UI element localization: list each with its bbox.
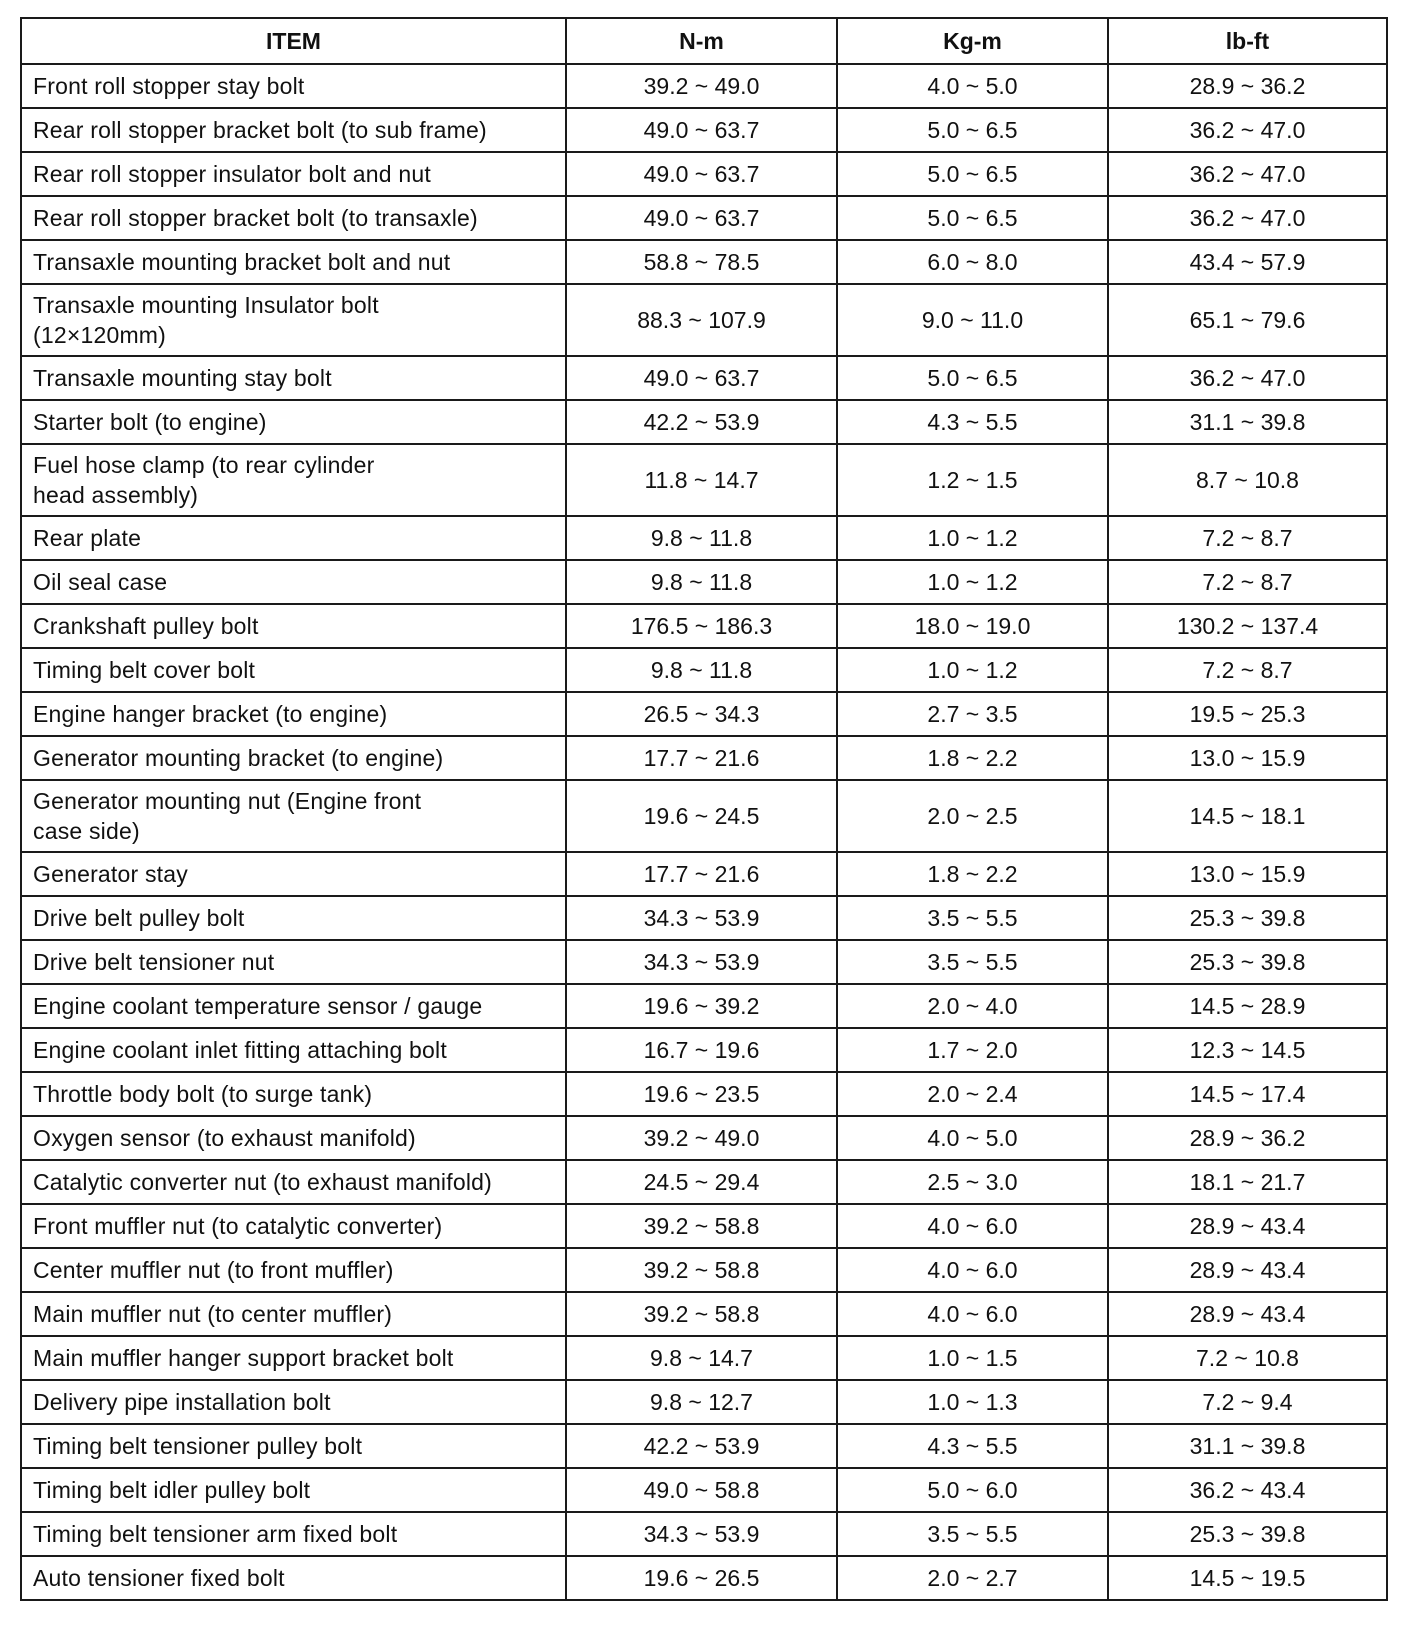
lbft-cell: 36.2 ~ 47.0 xyxy=(1108,196,1387,240)
nm-cell: 49.0 ~ 63.7 xyxy=(566,108,837,152)
table-row xyxy=(21,1248,1387,1292)
item-label: Generator stay xyxy=(33,861,188,887)
table-row xyxy=(21,984,1387,1028)
item-label: Rear roll stopper insulator bolt and nut xyxy=(33,161,431,187)
item-label: Drive belt tensioner nut xyxy=(33,949,275,975)
item-cell xyxy=(21,736,566,780)
item-label: Main muffler nut (to center muffler) xyxy=(33,1301,393,1327)
lbft-cell: 7.2 ~ 9.4 xyxy=(1108,1380,1387,1424)
nm-cell: 9.8 ~ 11.8 xyxy=(566,560,837,604)
item-cell xyxy=(21,1028,566,1072)
nm-cell: 17.7 ~ 21.6 xyxy=(566,736,837,780)
lbft-cell: 7.2 ~ 8.7 xyxy=(1108,516,1387,560)
item-cell xyxy=(21,196,566,240)
item-cell xyxy=(21,780,566,852)
kgm-cell: 3.5 ~ 5.5 xyxy=(837,940,1108,984)
item-label: Crankshaft pulley bolt xyxy=(33,613,259,639)
table-row xyxy=(21,400,1387,444)
item-label: Auto tensioner fixed bolt xyxy=(33,1565,285,1591)
item-label: Generator mounting bracket (to engine) xyxy=(33,745,444,771)
item-cell xyxy=(21,1204,566,1248)
nm-cell: 19.6 ~ 24.5 xyxy=(566,780,837,852)
table-row xyxy=(21,64,1387,108)
lbft-cell: 36.2 ~ 47.0 xyxy=(1108,356,1387,400)
nm-cell: 58.8 ~ 78.5 xyxy=(566,240,837,284)
nm-cell: 49.0 ~ 63.7 xyxy=(566,196,837,240)
kgm-cell: 5.0 ~ 6.5 xyxy=(837,152,1108,196)
kgm-cell: 4.0 ~ 6.0 xyxy=(837,1248,1108,1292)
header-lbft: lb-ft xyxy=(1108,18,1387,64)
lbft-cell: 28.9 ~ 43.4 xyxy=(1108,1248,1387,1292)
kgm-cell: 1.0 ~ 1.5 xyxy=(837,1336,1108,1380)
lbft-cell: 31.1 ~ 39.8 xyxy=(1108,400,1387,444)
table-row xyxy=(21,1424,1387,1468)
lbft-cell: 7.2 ~ 8.7 xyxy=(1108,560,1387,604)
item-label: Catalytic converter nut (to exhaust manifold) xyxy=(33,1169,492,1195)
item-cell xyxy=(21,108,566,152)
lbft-cell: 28.9 ~ 36.2 xyxy=(1108,64,1387,108)
nm-cell: 42.2 ~ 53.9 xyxy=(566,1424,837,1468)
lbft-cell: 28.9 ~ 43.4 xyxy=(1108,1204,1387,1248)
nm-cell: 176.5 ~ 186.3 xyxy=(566,604,837,648)
nm-cell: 39.2 ~ 58.8 xyxy=(566,1292,837,1336)
kgm-cell: 1.8 ~ 2.2 xyxy=(837,852,1108,896)
table-row xyxy=(21,560,1387,604)
nm-cell: 26.5 ~ 34.3 xyxy=(566,692,837,736)
item-label: Fuel hose clamp (to rear cylinder head assembly) xyxy=(33,452,375,508)
item-label: Center muffler nut (to front muffler) xyxy=(33,1257,394,1283)
nm-cell: 39.2 ~ 49.0 xyxy=(566,64,837,108)
lbft-cell: 7.2 ~ 8.7 xyxy=(1108,648,1387,692)
lbft-cell: 13.0 ~ 15.9 xyxy=(1108,736,1387,780)
table-row xyxy=(21,1512,1387,1556)
item-label: Timing belt cover bolt xyxy=(33,657,256,683)
header-kgm: Kg-m xyxy=(837,18,1108,64)
kgm-cell: 1.0 ~ 1.3 xyxy=(837,1380,1108,1424)
table-row xyxy=(21,240,1387,284)
lbft-cell: 36.2 ~ 43.4 xyxy=(1108,1468,1387,1512)
kgm-cell: 2.0 ~ 2.7 xyxy=(837,1556,1108,1600)
kgm-cell: 2.0 ~ 2.5 xyxy=(837,780,1108,852)
table-row xyxy=(21,780,1387,852)
kgm-cell: 5.0 ~ 6.5 xyxy=(837,356,1108,400)
item-cell xyxy=(21,152,566,196)
table-row xyxy=(21,1204,1387,1248)
nm-cell: 11.8 ~ 14.7 xyxy=(566,444,837,516)
header-item: ITEM xyxy=(21,18,566,64)
item-cell xyxy=(21,1336,566,1380)
kgm-cell: 18.0 ~ 19.0 xyxy=(837,604,1108,648)
table-row xyxy=(21,152,1387,196)
nm-cell: 39.2 ~ 58.8 xyxy=(566,1204,837,1248)
item-cell xyxy=(21,1292,566,1336)
table-row xyxy=(21,356,1387,400)
kgm-cell: 9.0 ~ 11.0 xyxy=(837,284,1108,356)
item-cell xyxy=(21,984,566,1028)
item-cell xyxy=(21,1424,566,1468)
item-label: Front muffler nut (to catalytic converter) xyxy=(33,1213,443,1239)
table-row xyxy=(21,1556,1387,1600)
table-row xyxy=(21,896,1387,940)
item-cell xyxy=(21,516,566,560)
item-cell xyxy=(21,64,566,108)
item-label: Starter bolt (to engine) xyxy=(33,409,267,435)
kgm-cell: 1.7 ~ 2.0 xyxy=(837,1028,1108,1072)
lbft-cell: 13.0 ~ 15.9 xyxy=(1108,852,1387,896)
item-cell xyxy=(21,1512,566,1556)
header-nm: N-m xyxy=(566,18,837,64)
item-cell xyxy=(21,648,566,692)
nm-cell: 39.2 ~ 58.8 xyxy=(566,1248,837,1292)
nm-cell: 88.3 ~ 107.9 xyxy=(566,284,837,356)
item-cell xyxy=(21,692,566,736)
item-cell xyxy=(21,240,566,284)
item-cell xyxy=(21,1160,566,1204)
kgm-cell: 1.0 ~ 1.2 xyxy=(837,560,1108,604)
lbft-cell: 25.3 ~ 39.8 xyxy=(1108,1512,1387,1556)
torque-spec-table xyxy=(20,17,1388,1601)
lbft-cell: 130.2 ~ 137.4 xyxy=(1108,604,1387,648)
item-cell xyxy=(21,444,566,516)
item-label: Main muffler hanger support bracket bolt xyxy=(33,1345,454,1371)
kgm-cell: 5.0 ~ 6.0 xyxy=(837,1468,1108,1512)
lbft-cell: 14.5 ~ 17.4 xyxy=(1108,1072,1387,1116)
nm-cell: 49.0 ~ 63.7 xyxy=(566,152,837,196)
nm-cell: 16.7 ~ 19.6 xyxy=(566,1028,837,1072)
item-label: Oxygen sensor (to exhaust manifold) xyxy=(33,1125,416,1151)
lbft-cell: 14.5 ~ 28.9 xyxy=(1108,984,1387,1028)
nm-cell: 34.3 ~ 53.9 xyxy=(566,940,837,984)
lbft-cell: 31.1 ~ 39.8 xyxy=(1108,1424,1387,1468)
item-label: Timing belt tensioner arm fixed bolt xyxy=(33,1521,398,1547)
table-row xyxy=(21,852,1387,896)
lbft-cell: 18.1 ~ 21.7 xyxy=(1108,1160,1387,1204)
table-row xyxy=(21,1072,1387,1116)
kgm-cell: 1.8 ~ 2.2 xyxy=(837,736,1108,780)
item-label: Transaxle mounting Insulator bolt (12×120mm) xyxy=(33,292,379,348)
nm-cell: 9.8 ~ 11.8 xyxy=(566,648,837,692)
lbft-cell: 12.3 ~ 14.5 xyxy=(1108,1028,1387,1072)
nm-cell: 49.0 ~ 63.7 xyxy=(566,356,837,400)
table-body xyxy=(21,64,1387,1600)
item-cell xyxy=(21,1248,566,1292)
kgm-cell: 4.0 ~ 6.0 xyxy=(837,1204,1108,1248)
nm-cell: 34.3 ~ 53.9 xyxy=(566,896,837,940)
item-cell xyxy=(21,852,566,896)
lbft-cell: 14.5 ~ 19.5 xyxy=(1108,1556,1387,1600)
item-cell xyxy=(21,896,566,940)
table-row xyxy=(21,736,1387,780)
item-label: Delivery pipe installation bolt xyxy=(33,1389,331,1415)
kgm-cell: 1.0 ~ 1.2 xyxy=(837,648,1108,692)
table-row xyxy=(21,516,1387,560)
item-label: Transaxle mounting stay bolt xyxy=(33,365,332,391)
table-row xyxy=(21,604,1387,648)
item-label: Throttle body bolt (to surge tank) xyxy=(33,1081,373,1107)
table-row xyxy=(21,1028,1387,1072)
lbft-cell: 28.9 ~ 43.4 xyxy=(1108,1292,1387,1336)
item-label: Rear roll stopper bracket bolt (to transaxle) xyxy=(33,205,478,231)
item-label: Transaxle mounting bracket bolt and nut xyxy=(33,249,451,275)
nm-cell: 9.8 ~ 12.7 xyxy=(566,1380,837,1424)
lbft-cell: 65.1 ~ 79.6 xyxy=(1108,284,1387,356)
item-label: Rear plate xyxy=(33,525,142,551)
kgm-cell: 4.0 ~ 5.0 xyxy=(837,64,1108,108)
item-cell xyxy=(21,940,566,984)
item-cell xyxy=(21,400,566,444)
kgm-cell: 1.0 ~ 1.2 xyxy=(837,516,1108,560)
item-cell xyxy=(21,284,566,356)
item-cell xyxy=(21,560,566,604)
nm-cell: 39.2 ~ 49.0 xyxy=(566,1116,837,1160)
nm-cell: 19.6 ~ 26.5 xyxy=(566,1556,837,1600)
nm-cell: 19.6 ~ 23.5 xyxy=(566,1072,837,1116)
nm-cell: 19.6 ~ 39.2 xyxy=(566,984,837,1028)
item-label: Timing belt idler pulley bolt xyxy=(33,1477,311,1503)
table-row xyxy=(21,1116,1387,1160)
table-row xyxy=(21,284,1387,356)
kgm-cell: 5.0 ~ 6.5 xyxy=(837,108,1108,152)
item-label: Rear roll stopper bracket bolt (to sub frame) xyxy=(33,117,487,143)
table-header-row xyxy=(21,18,1387,64)
kgm-cell: 3.5 ~ 5.5 xyxy=(837,1512,1108,1556)
lbft-cell: 7.2 ~ 10.8 xyxy=(1108,1336,1387,1380)
table-row xyxy=(21,1336,1387,1380)
nm-cell: 49.0 ~ 58.8 xyxy=(566,1468,837,1512)
item-cell xyxy=(21,1380,566,1424)
lbft-cell: 25.3 ~ 39.8 xyxy=(1108,940,1387,984)
item-label: Front roll stopper stay bolt xyxy=(33,73,305,99)
item-label: Engine hanger bracket (to engine) xyxy=(33,701,388,727)
table-row xyxy=(21,108,1387,152)
item-label: Generator mounting nut (Engine front case side) xyxy=(33,788,422,844)
kgm-cell: 4.3 ~ 5.5 xyxy=(837,400,1108,444)
table-row xyxy=(21,444,1387,516)
kgm-cell: 4.0 ~ 5.0 xyxy=(837,1116,1108,1160)
kgm-cell: 1.2 ~ 1.5 xyxy=(837,444,1108,516)
kgm-cell: 4.0 ~ 6.0 xyxy=(837,1292,1108,1336)
table-row xyxy=(21,1468,1387,1512)
lbft-cell: 14.5 ~ 18.1 xyxy=(1108,780,1387,852)
item-cell xyxy=(21,1072,566,1116)
nm-cell: 9.8 ~ 11.8 xyxy=(566,516,837,560)
item-cell xyxy=(21,1556,566,1600)
lbft-cell: 36.2 ~ 47.0 xyxy=(1108,152,1387,196)
table-row xyxy=(21,1160,1387,1204)
kgm-cell: 2.0 ~ 2.4 xyxy=(837,1072,1108,1116)
nm-cell: 42.2 ~ 53.9 xyxy=(566,400,837,444)
lbft-cell: 25.3 ~ 39.8 xyxy=(1108,896,1387,940)
kgm-cell: 2.5 ~ 3.0 xyxy=(837,1160,1108,1204)
nm-cell: 9.8 ~ 14.7 xyxy=(566,1336,837,1380)
item-label: Oil seal case xyxy=(33,569,168,595)
table-row xyxy=(21,1380,1387,1424)
lbft-cell: 36.2 ~ 47.0 xyxy=(1108,108,1387,152)
table-row xyxy=(21,648,1387,692)
kgm-cell: 5.0 ~ 6.5 xyxy=(837,196,1108,240)
item-label: Timing belt tensioner pulley bolt xyxy=(33,1433,363,1459)
nm-cell: 34.3 ~ 53.9 xyxy=(566,1512,837,1556)
nm-cell: 24.5 ~ 29.4 xyxy=(566,1160,837,1204)
lbft-cell: 43.4 ~ 57.9 xyxy=(1108,240,1387,284)
kgm-cell: 2.0 ~ 4.0 xyxy=(837,984,1108,1028)
nm-cell: 17.7 ~ 21.6 xyxy=(566,852,837,896)
kgm-cell: 3.5 ~ 5.5 xyxy=(837,896,1108,940)
lbft-cell: 8.7 ~ 10.8 xyxy=(1108,444,1387,516)
lbft-cell: 19.5 ~ 25.3 xyxy=(1108,692,1387,736)
kgm-cell: 4.3 ~ 5.5 xyxy=(837,1424,1108,1468)
item-label: Engine coolant temperature sensor / gauge xyxy=(33,993,483,1019)
lbft-cell: 28.9 ~ 36.2 xyxy=(1108,1116,1387,1160)
item-label: Drive belt pulley bolt xyxy=(33,905,245,931)
table-row xyxy=(21,196,1387,240)
item-cell xyxy=(21,1116,566,1160)
kgm-cell: 6.0 ~ 8.0 xyxy=(837,240,1108,284)
item-cell xyxy=(21,1468,566,1512)
item-label: Engine coolant inlet fitting attaching bolt xyxy=(33,1037,447,1063)
item-cell xyxy=(21,604,566,648)
table-row xyxy=(21,1292,1387,1336)
item-cell xyxy=(21,356,566,400)
kgm-cell: 2.7 ~ 3.5 xyxy=(837,692,1108,736)
table-row xyxy=(21,940,1387,984)
table-row xyxy=(21,692,1387,736)
